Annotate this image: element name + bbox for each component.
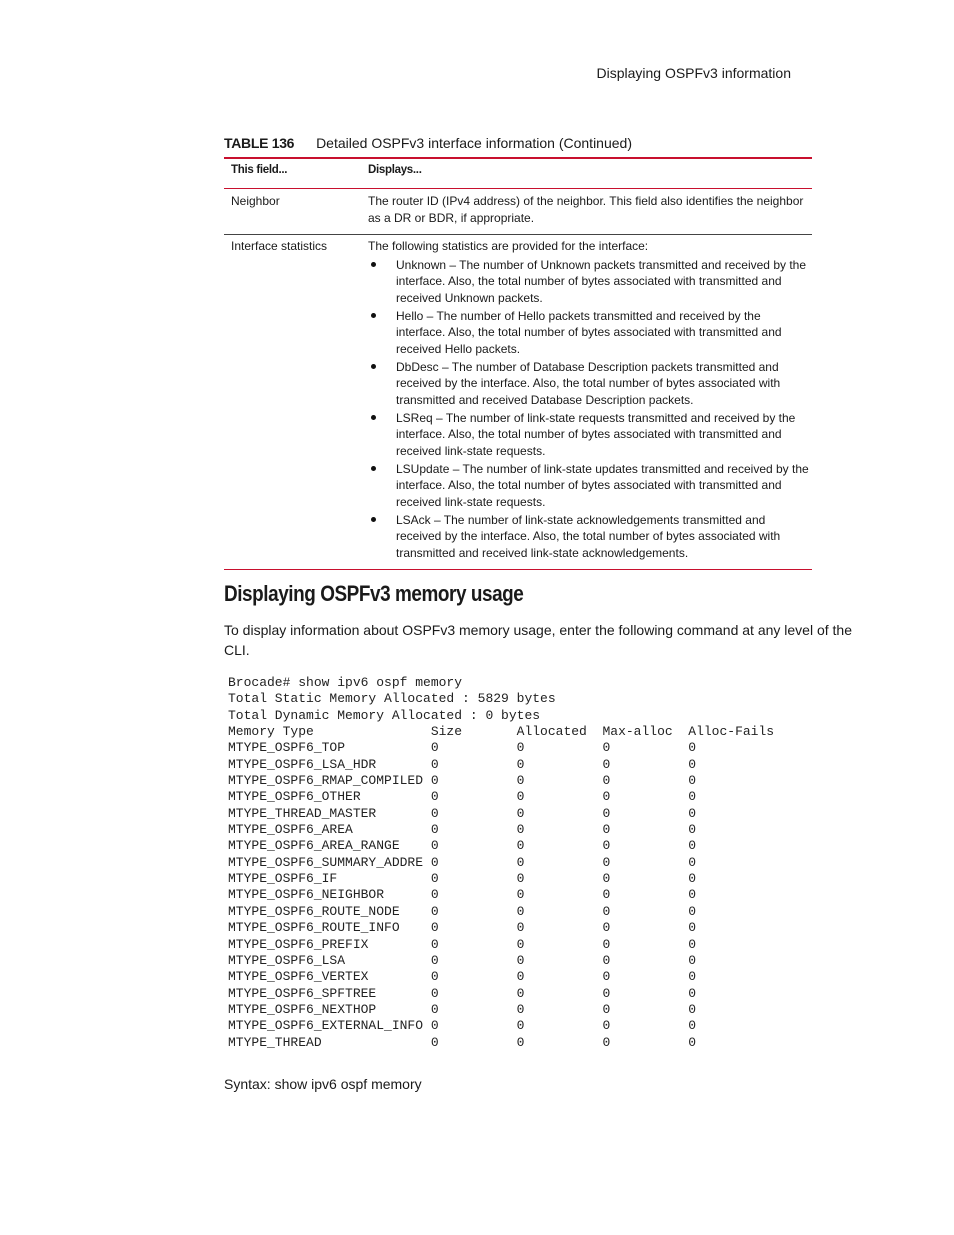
list-item: Hello – The number of Hello packets transmitted and received by the interface. Also, the total number of bytes associated with transmitted and received Hello packets.	[368, 308, 812, 358]
section-intro: To display information about OSPFv3 memory usage, enter the following command at any level of the CLI.	[224, 622, 852, 658]
table-number: TABLE 136	[224, 135, 295, 151]
list-item: LSUpdate – The number of link-state updates transmitted and received by the interface. Also, the total number of bytes associated with transmitted and received link-state requests.	[368, 461, 812, 511]
table-header-row	[224, 159, 812, 189]
header-field: This field...	[231, 164, 288, 177]
header-displays: Displays...	[368, 164, 422, 177]
cli-output-block: Brocade# show ipv6 ospf memory Total Static Memory Allocated : 5829 bytes Total Dynamic Memory Allocated : 0 bytes Memory Type Size Allocated Max-alloc Alloc-Fails MTYPE_OSPF6_TOP 0 0 0 0 MTYPE_OSPF6_LSA_HDR 0 0 0 0 MTYPE_OSPF6_RMAP_COMPILED 0 0 0 0 MTYPE_OSPF6_OTHER 0 0 0 0 MTYPE_THREAD_MASTER 0 0 0 0 MTYPE_OSPF6_AREA 0 0 0 0 MTYPE_OSPF6_AREA_RANGE 0 0 0 0 MTYPE_OSPF6_SUMMARY_ADDRE 0 0 0 0 MTYPE_OSPF6_IF 0 0 0 0 MTYPE_OSPF6_NEIGHBOR 0 0 0 0 MTYPE_OSPF6_ROUTE_NODE 0 0 0 0 MTYPE_OSPF6_ROUTE_INFO 0 0 0 0 MTYPE_OSPF6_PREFIX 0 0 0 0 MTYPE_OSPF6_LSA 0 0 0 0 MTYPE_OSPF6_VERTEX 0 0 0 0 MTYPE_OSPF6_SPFTREE 0 0 0 0 MTYPE_OSPF6_NEXTHOP 0 0 0 0 MTYPE_OSPF6_EXTERNAL_INFO 0 0 0 0 MTYPE_THREAD 0 0 0 0	[228, 675, 775, 1050]
table-title: Detailed OSPFv3 interface information (Continued)	[316, 135, 632, 151]
row-description	[368, 238, 812, 563]
list-item: Unknown – The number of Unknown packets transmitted and received by the interface. Also, the total number of bytes associated with transmitted and received Unknown packets.	[368, 257, 812, 307]
list-item: DbDesc – The number of Database Description packets transmitted and received by the interface. Also, the total number of bytes associated with transmitted and received Database Description packets.	[368, 359, 812, 409]
row-intro: The following statistics are provided for the interface:	[368, 239, 649, 253]
row-field: Interface statistics	[231, 239, 328, 253]
table-row	[224, 189, 812, 235]
running-head: Displaying OSPFv3 information	[596, 65, 791, 81]
syntax-line: Syntax: show ipv6 ospf memory	[224, 1076, 422, 1092]
row-description: The router ID (IPv4 address) of the neighbor. This field also identifies the neighbor as a DR or BDR, if appropriate.	[368, 194, 804, 225]
section-title: Displaying OSPFv3 memory usage	[224, 581, 524, 606]
row-field: Neighbor	[231, 194, 280, 208]
table-caption	[224, 135, 812, 151]
list-item: LSReq – The number of link-state requests transmitted and received by the interface. Also, the total number of bytes associated with transmitted and received link-state requests.	[368, 410, 812, 460]
list-item: LSAck – The number of link-state acknowledgements transmitted and received by the interface. Also, the total number of bytes associated with transmitted and received link-state acknowledgements.	[368, 512, 812, 562]
statistics-list	[368, 257, 812, 562]
field-table	[224, 157, 812, 570]
table-row	[224, 235, 812, 570]
